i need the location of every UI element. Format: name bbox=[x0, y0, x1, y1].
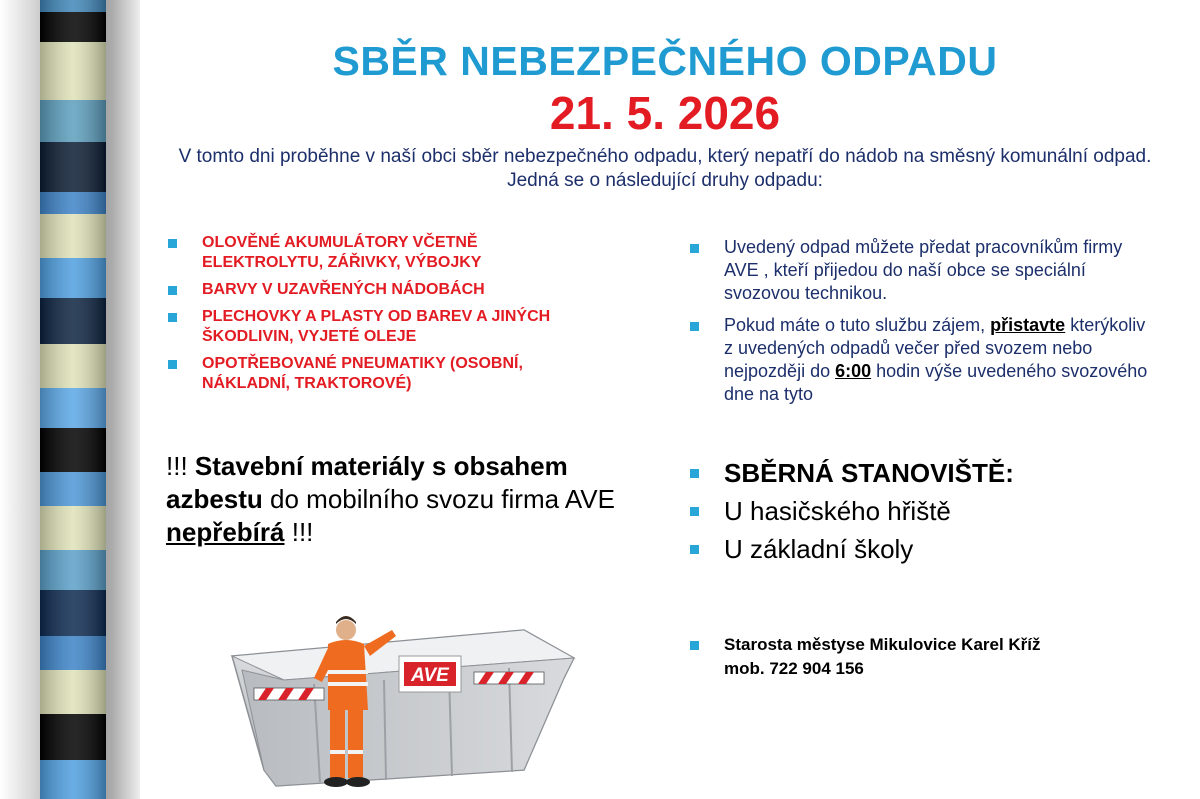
square-bullet-icon bbox=[690, 469, 699, 478]
page-title: SBĚR NEBEZPEČNÉHO ODPADU bbox=[332, 38, 998, 84]
square-bullet-icon bbox=[690, 545, 699, 554]
contact-name: Starosta městyse Mikulovice Karel Kříž bbox=[724, 635, 1041, 654]
square-bullet-icon bbox=[168, 313, 177, 322]
event-date: 21. 5. 2026 bbox=[549, 87, 781, 139]
site-item: U základní školy bbox=[688, 532, 1168, 566]
square-bullet-icon bbox=[690, 507, 699, 516]
square-bullet-icon bbox=[168, 239, 177, 248]
info-paragraph-instructions: Pokud máte o tuto službu zájem, přistavte kterýkoliv z uvedených odpadů večer před svozem nebo nejpozději do 6:00 hodin výše uvedeného svozového dne na tyto bbox=[688, 314, 1158, 406]
decorative-sidebar bbox=[0, 0, 140, 799]
list-item: PLECHOVKY A PLASTY OD BAREV A JINÝCH ŠKODLIVIN, VYJETÉ OLEJE bbox=[166, 307, 596, 347]
collection-sites bbox=[688, 456, 1168, 570]
list-item: OLOVĚNÉ AKUMULÁTORY VČETNĚ ELEKTROLYTU, ZÁŘIVKY, VÝBOJKY bbox=[166, 233, 596, 273]
info-list bbox=[688, 236, 1158, 415]
ave-logo-text: AVE bbox=[411, 665, 449, 686]
info-paragraph-handover: Uvedený odpad můžete předat pracovníkům firmy AVE , kteří přijedou do naší obce se speciální svozovou technikou. bbox=[688, 236, 1158, 305]
contact-phone: mob. 722 904 156 bbox=[724, 659, 864, 678]
square-bullet-icon bbox=[690, 322, 699, 331]
contact-info bbox=[688, 633, 1168, 681]
asbestos-warning: !!! Stavební materiály s obsahem azbestu do mobilního svozu firma AVE nepřebírá !!! bbox=[166, 451, 615, 547]
waste-type-list bbox=[166, 233, 596, 401]
square-bullet-icon bbox=[690, 244, 699, 253]
sites-heading: SBĚRNÁ STANOVIŠTĚ: bbox=[688, 456, 1168, 490]
square-bullet-icon bbox=[168, 360, 177, 369]
site-item: U hasičského hřiště bbox=[688, 494, 1168, 528]
list-item: BARVY V UZAVŘENÝCH NÁDOBÁCH bbox=[166, 280, 596, 300]
square-bullet-icon bbox=[690, 641, 699, 650]
square-bullet-icon bbox=[168, 286, 177, 295]
list-item: OPOTŘEBOVANÉ PNEUMATIKY (OSOBNÍ, NÁKLADNÍ, TRAKTOROVÉ) bbox=[166, 354, 596, 394]
contact-block bbox=[688, 633, 1168, 681]
intro-text: V tomto dni proběhne v naší obci sběr nebezpečného odpadu, který nepatří do nádob na směsný komunální odpad. Jedná se o následující druhy odpadu: bbox=[178, 146, 1152, 191]
waste-container-with-worker-icon bbox=[224, 600, 584, 795]
